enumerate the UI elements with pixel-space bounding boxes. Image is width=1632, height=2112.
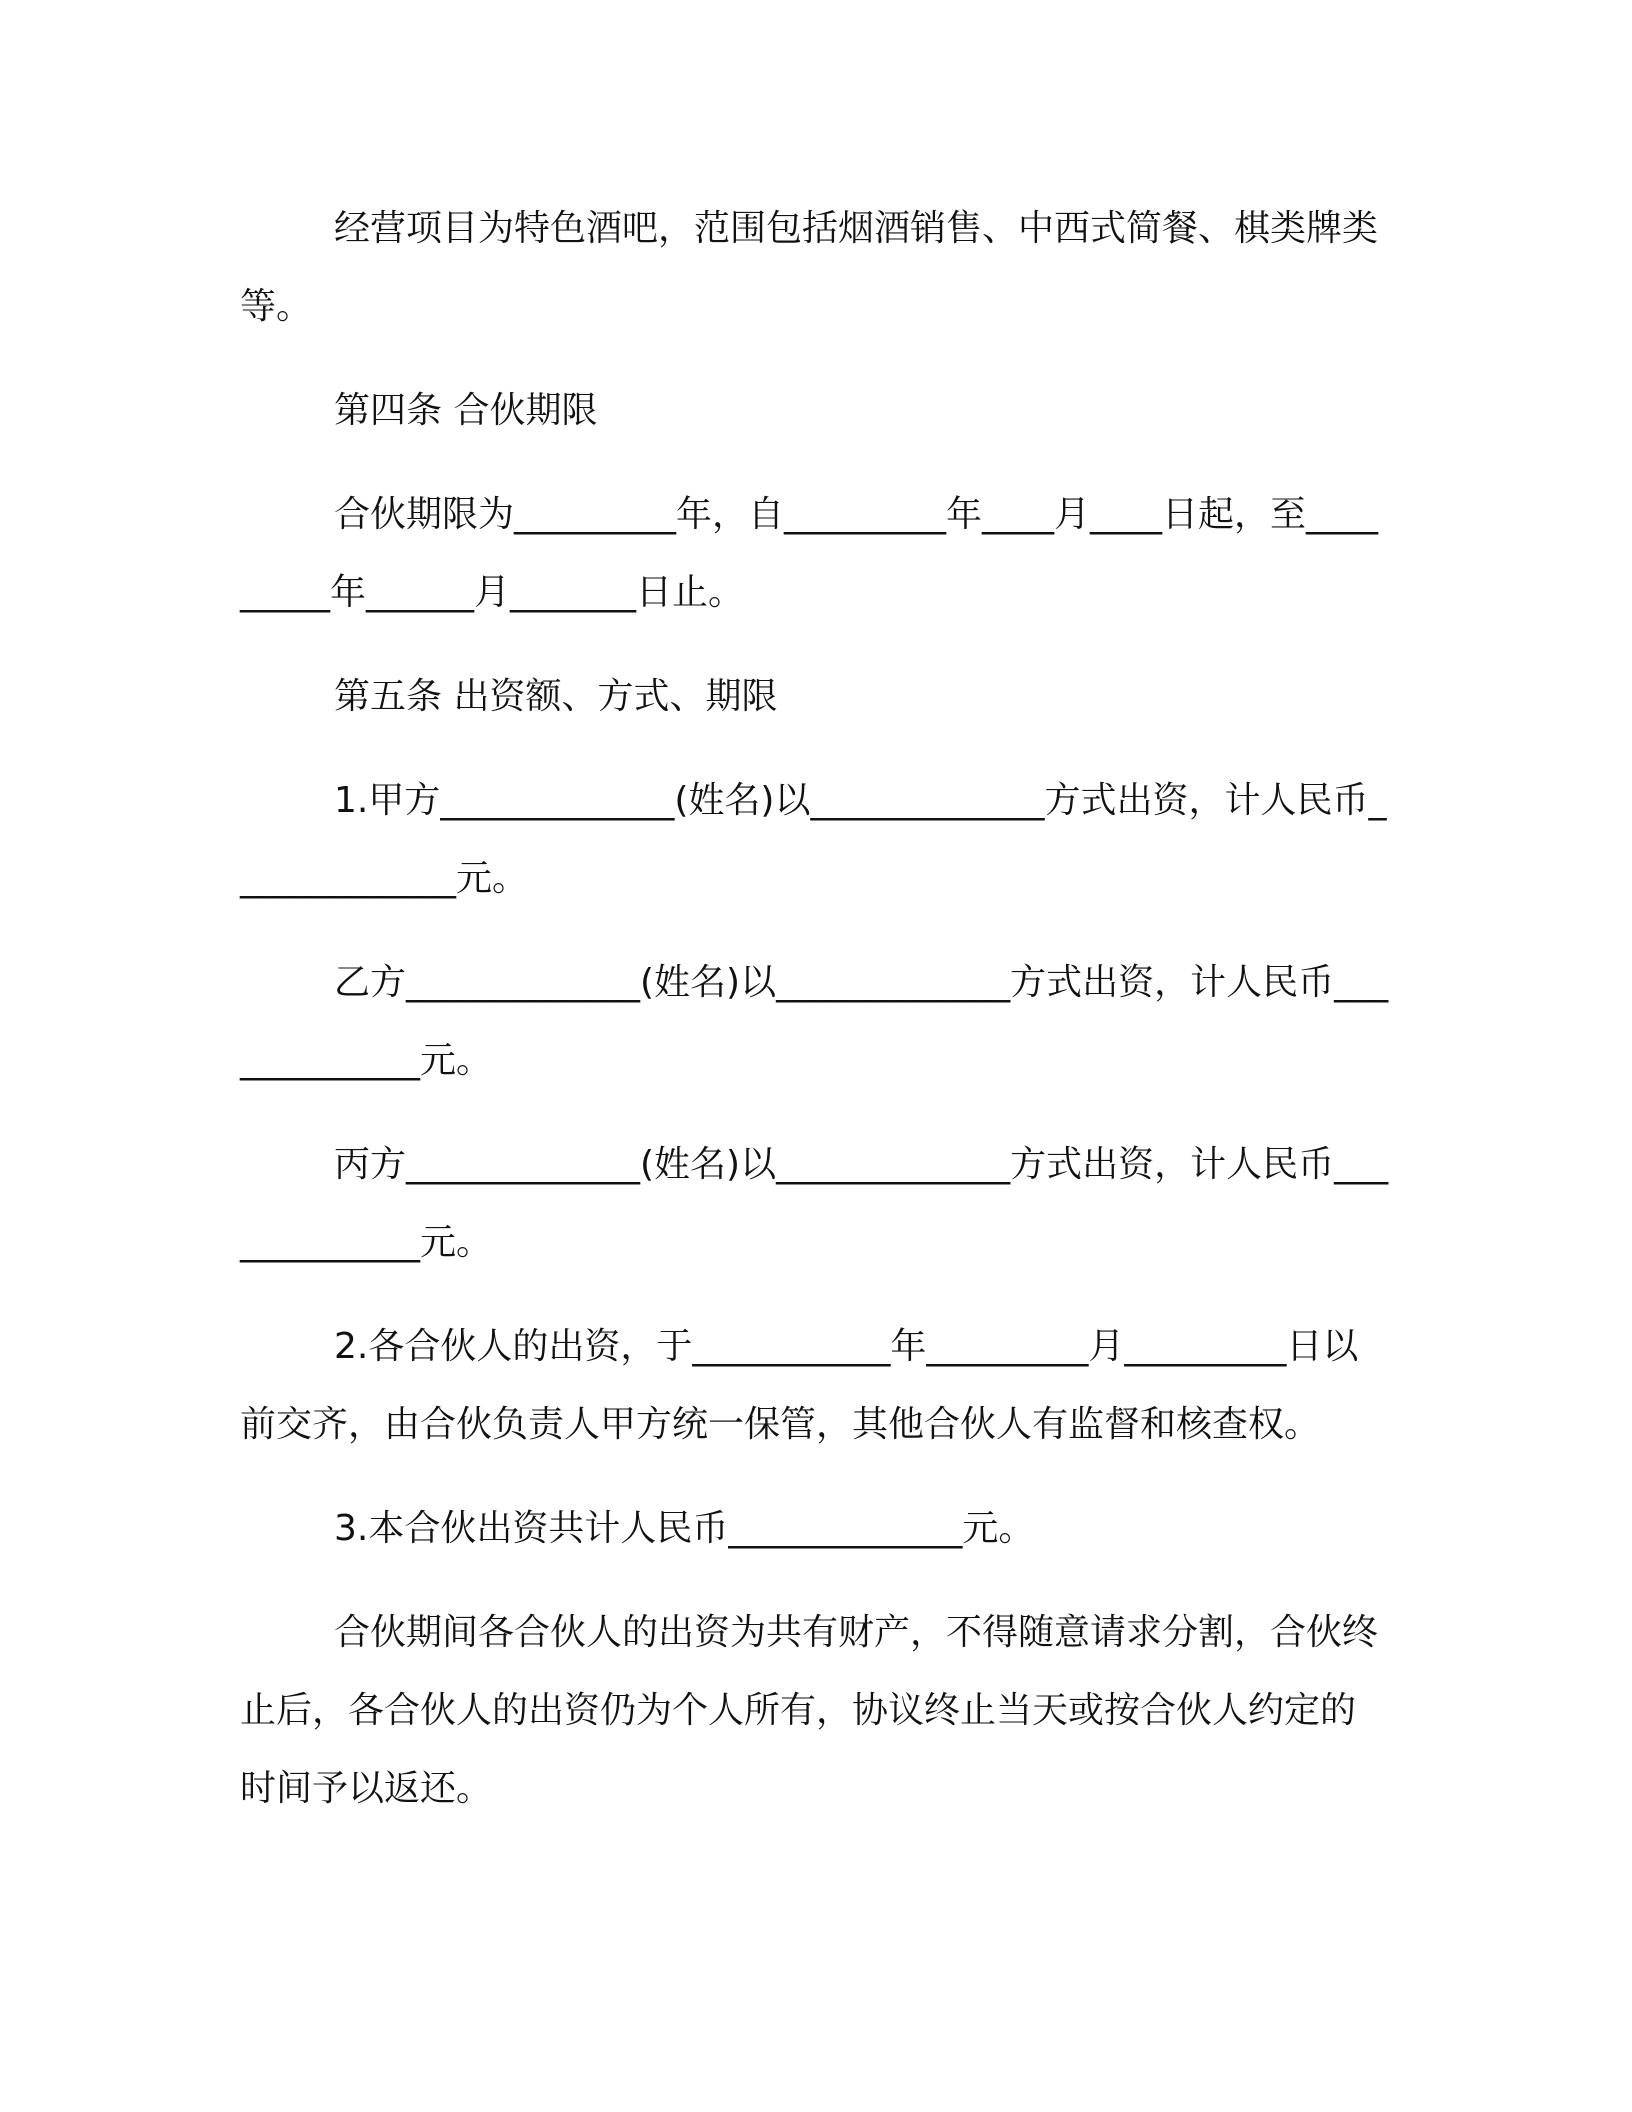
paragraph-party-b: 乙方_____________(姓名)以_____________方式出资，计人民币_____________元。 bbox=[240, 962, 1389, 1081]
document-page bbox=[240, 190, 1390, 1828]
paragraph-party-c: 丙方_____________(姓名)以_____________方式出资，计人民币_____________元。 bbox=[240, 1144, 1389, 1263]
paragraph-term: 合伙期限为_________年，自_________年____月____日起，至_________年______月_______日止。 bbox=[240, 494, 1379, 613]
heading-article-4: 第四条 合伙期限 bbox=[334, 390, 598, 431]
paragraph-total: 3.本合伙出资共计人民币_____________元。 bbox=[334, 1508, 1035, 1549]
paragraph-business-scope: 经营项目为特色酒吧，范围包括烟酒销售、中西式简餐、棋类牌类等。 bbox=[240, 208, 1379, 327]
paragraph-property: 合伙期间各合伙人的出资为共有财产，不得随意请求分割，合伙终止后，各合伙人的出资仍为个人所有，协议终止当天或按合伙人约定的时间予以返还。 bbox=[240, 1612, 1379, 1809]
paragraph-deadline: 2.各合伙人的出资，于___________年_________月_________日以前交齐，由合伙负责人甲方统一保管，其他合伙人有监督和核查权。 bbox=[240, 1326, 1359, 1445]
paragraph-party-a: 1.甲方_____________(姓名)以_____________方式出资，计人民币_____________元。 bbox=[240, 780, 1387, 899]
heading-article-5: 第五条 出资额、方式、期限 bbox=[334, 676, 778, 717]
